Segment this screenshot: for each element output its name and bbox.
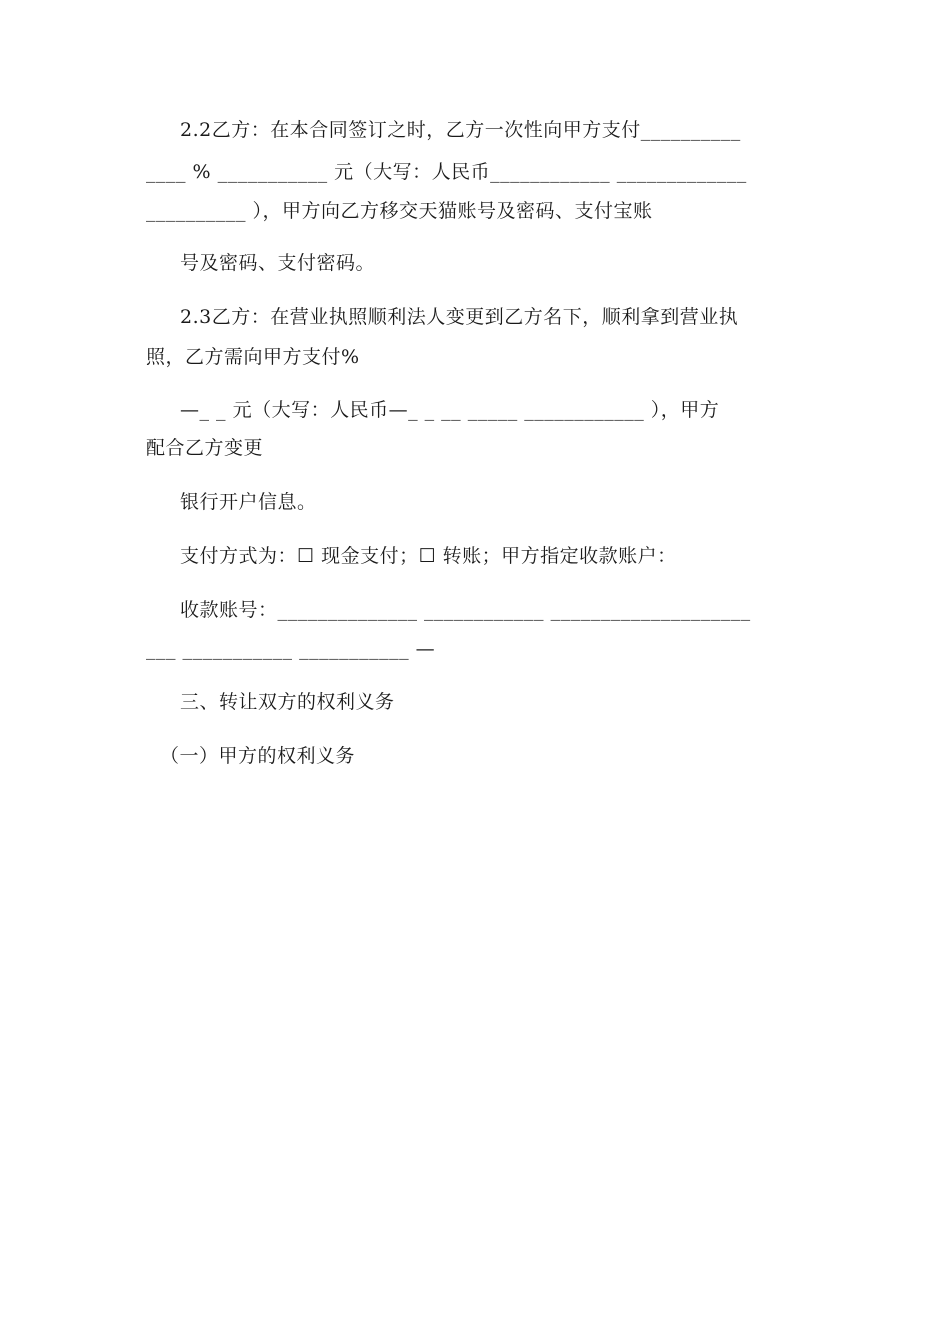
section-3-heading: 三、转让双方的权利义务 [180,691,395,713]
clause-2-2-line-1: 2.2乙方：在本合同签订之时，乙方一次性向甲方支付__________ [180,119,741,141]
clause-2-3-line-1: 2.3乙方：在营业执照顺利法人变更到乙方名下，顺利拿到营业执 [180,306,739,328]
receiving-account-line-2: ___ ___________ ___________ — [146,638,436,660]
clause-2-2-line-4: 号及密码、支付密码。 [180,252,376,274]
clause-2-3-line-2: 照，乙方需向甲方支付% [146,346,360,368]
receiving-account-line-1: 收款账号：______________ ____________ ____________________ [180,599,751,621]
clause-2-2-line-3: __________ ），甲方向乙方移交天猫账号及密码、支付宝账 [146,200,653,222]
clause-2-2-line-2: ____ % ___________ 元（大写：人民币____________ _____________ [146,161,747,183]
clause-2-3-line-3: —_ _ 元（大写：人民币—_ _ __ _____ ____________ ），甲方 [180,399,720,421]
payment-method-line: 支付方式为：☐ 现金支付；☐ 转账；甲方指定收款账户： [180,545,677,567]
clause-2-3-line-4: 配合乙方变更 [146,437,264,459]
subsection-1-heading: （一）甲方的权利义务 [160,745,356,767]
clause-2-3-line-5: 银行开户信息。 [180,491,317,513]
